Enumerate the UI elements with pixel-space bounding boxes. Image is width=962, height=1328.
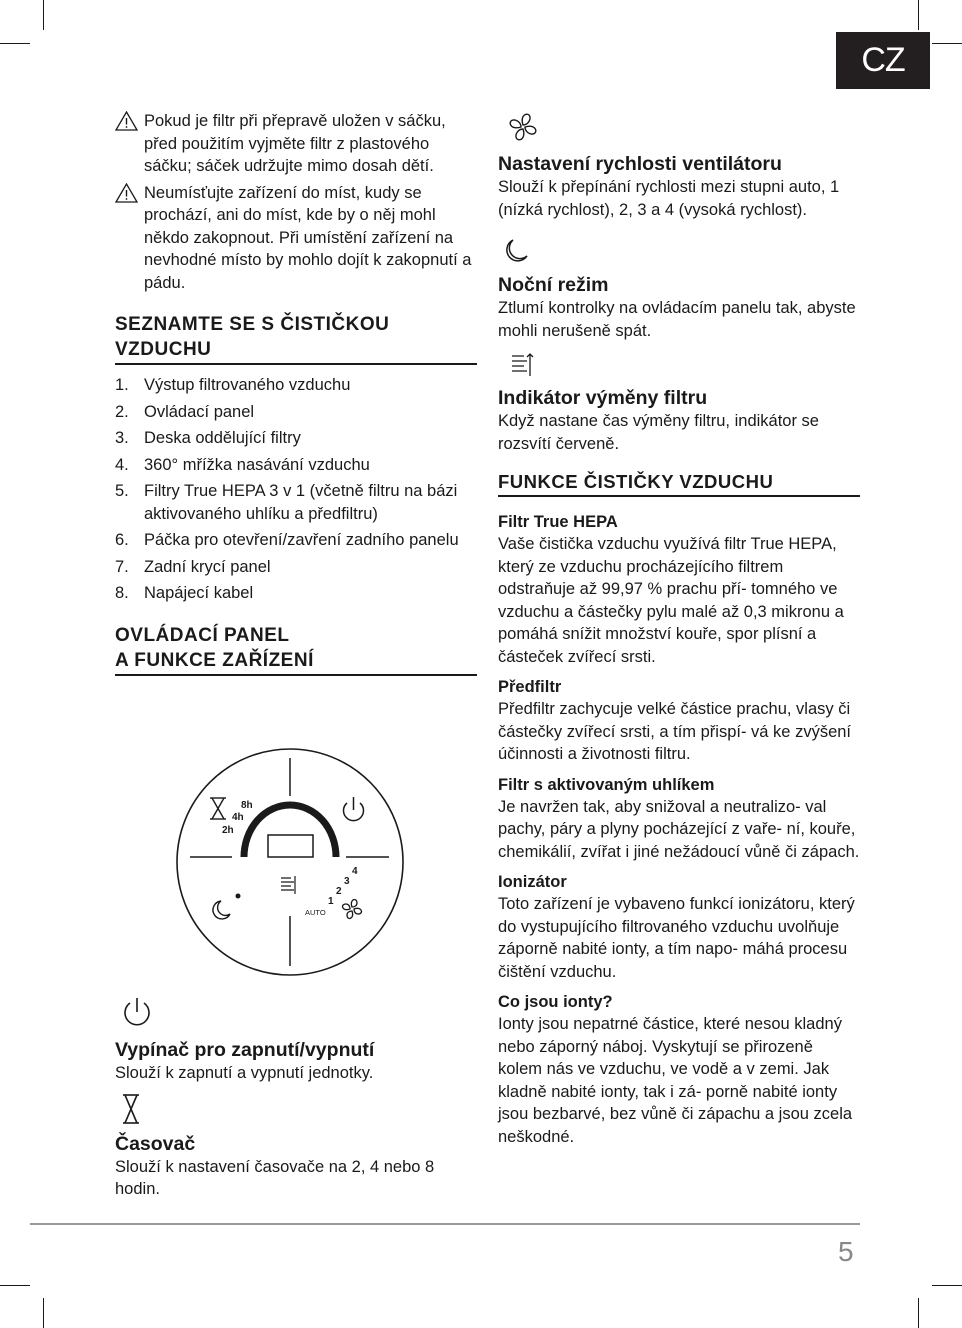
fan-icon [343,900,362,919]
warning-note [115,182,477,295]
list-item: 2. Ovládací panel [115,402,255,421]
function-title: Filtr s aktivovaným uhlíkem [498,775,715,794]
crop-mark [43,0,44,30]
hourglass-icon [121,1093,477,1125]
language-badge: CZ [836,32,930,89]
power-icon [121,995,477,1029]
left-features [115,995,477,1201]
function-text: Je navržen tak, aby snižoval a neutralizo- val pachy, páry a plyny pocházející z vaře- ní, kouře, chemikálií, zvířat i jiné nežádoucí vůně či zápach. [498,797,860,861]
crop-mark [0,43,30,44]
crop-mark [932,43,962,44]
warning-triangle-icon [115,111,138,131]
warning-note [115,110,477,178]
control-panel-diagram [174,746,406,978]
feature-title: Nastavení rychlosti ventilátoru [498,153,782,175]
feature-text: Slouží k přepínání rychlosti mezi stupni auto, 1 (nízká rychlost), 2, 3 a 4 (vysoká rychlost). [498,178,840,219]
function-title: Filtr True HEPA [498,513,618,531]
section-heading-control-panel: OVLÁDACÍ PANEL A FUNKCE ZAŘÍZENÍ [115,623,477,676]
list-item: 1. Výstup filtrovaného vzduchu [115,376,351,394]
feature-text: Slouží k zapnutí a vypnutí jednotky. [115,1064,374,1082]
list-item: 8. Napájecí kabel [115,584,254,602]
list-item: 3. Deska oddělující filtry [115,429,301,447]
crop-mark [918,1298,919,1328]
function-title: Předfiltr [498,678,562,696]
fan-icon [506,110,860,144]
right-column [498,110,860,1148]
feature-title: Vypínač pro zapnutí/vypnutí [115,1039,375,1061]
list-item: 4. 360° mřížka nasávání vzduchu [115,455,370,474]
parts-list [115,374,477,605]
moon-icon [502,237,860,265]
function-title: Ionizátor [498,873,567,891]
list-item: 5. Filtry True HEPA 3 v 1 (včetně filtru na bázi aktivovaného uhlíku a předfiltru) [115,482,458,523]
page-number: 5 [838,1236,854,1267]
function-text: Předfiltr zachycuje velké částice prachu, vlasy či částečky zvířecí srsti, a tím přispí- vá ke zvýšení účinnosti a životnosti filtru. [498,700,852,763]
crop-mark [43,1298,44,1328]
feature-text: Ztlumí kontrolky na ovládacím panelu tak, abyste mohli nerušeně spát. [498,299,856,340]
left-column [115,110,477,676]
speed-label: 3 [344,876,350,887]
speed-label: 4 [352,866,358,877]
feature-text: Slouží k nastavení časovače na 2, 4 nebo 8 hodin. [115,1157,435,1198]
timer-label: 4h [232,812,244,823]
footer-rule [30,1223,860,1225]
feature-title: Časovač [115,1132,196,1155]
feature-title: Noční režim [498,274,609,296]
list-item: 6. Páčka pro otevření/zavření zadního panelu [115,531,459,549]
function-text: Toto zařízení je vybaveno funkcí ionizátoru, který do vystupujícího filtrovaného vzduchu uvolňuje záporně nabité ionty, a tím napo- máhá procesu čištění vzduchu. [498,895,855,981]
speed-label: 2 [336,886,342,897]
power-icon [344,797,364,821]
function-title: Co jsou ionty? [498,993,613,1011]
filter-change-icon [510,352,860,378]
warning-text: Neumísťujte zařízení do míst, kudy se prochází, ani do míst, kde by o něj mohl někdo zakopnout. Při umístění zařízení na nevhodné místo by mohlo dojít k zakopnutí a pádu. [144,183,472,292]
feature-text: Když nastane čas výměny filtru, indikátor se rozsvítí červeně. [498,412,819,453]
indicator-dot [236,894,241,899]
crop-mark [932,1285,962,1286]
timer-label: 2h [222,825,234,836]
list-item: 7. Zadní krycí panel [115,557,271,576]
crop-mark [918,0,919,30]
warning-text: Pokud je filtr při přepravě uložen v sáčku, před použitím vyjměte filtr z plastového sáčku; sáček udržujte mimo dosah dětí. [144,112,446,175]
function-text: Vaše čistička vzduchu využívá filtr True HEPA, který ze vzduchu procházejícího filtrem odstraňuje až 99,97 % prachu pří- tomného ve vzduchu a částečky pylu malé až 0,3 mikronu a pomáhá snížit množství kouře, spor plísní a částeček zvířecí srsti. [498,535,844,666]
timer-label: 8h [241,800,253,811]
section-heading-parts: SEZNAMTE SE S ČISTIČKOU VZDUCHU [115,312,477,365]
filter-change-icon [281,876,295,894]
speed-label: AUTO [305,908,326,917]
crop-mark [0,1285,30,1286]
warning-triangle-icon [115,183,138,203]
function-text: Ionty jsou nepatrné částice, které nesou kladný nebo záporný náboj. Vyskytují se přirozeně kolem nás ve vzduchu, ve vodě a v zemi. Jak kladně nabité ionty, tak i zá- porně nabité ionty jsou bezbarvé, bez vůně či zápachu a jsou zcela neškodné. [498,1015,853,1146]
section-heading-functions: FUNKCE ČISTIČKY VZDUCHU [498,469,860,497]
feature-title: Indikátor výměny filtru [498,387,708,409]
speed-label: 1 [328,896,334,907]
hourglass-icon [210,798,226,819]
moon-icon [213,901,230,919]
